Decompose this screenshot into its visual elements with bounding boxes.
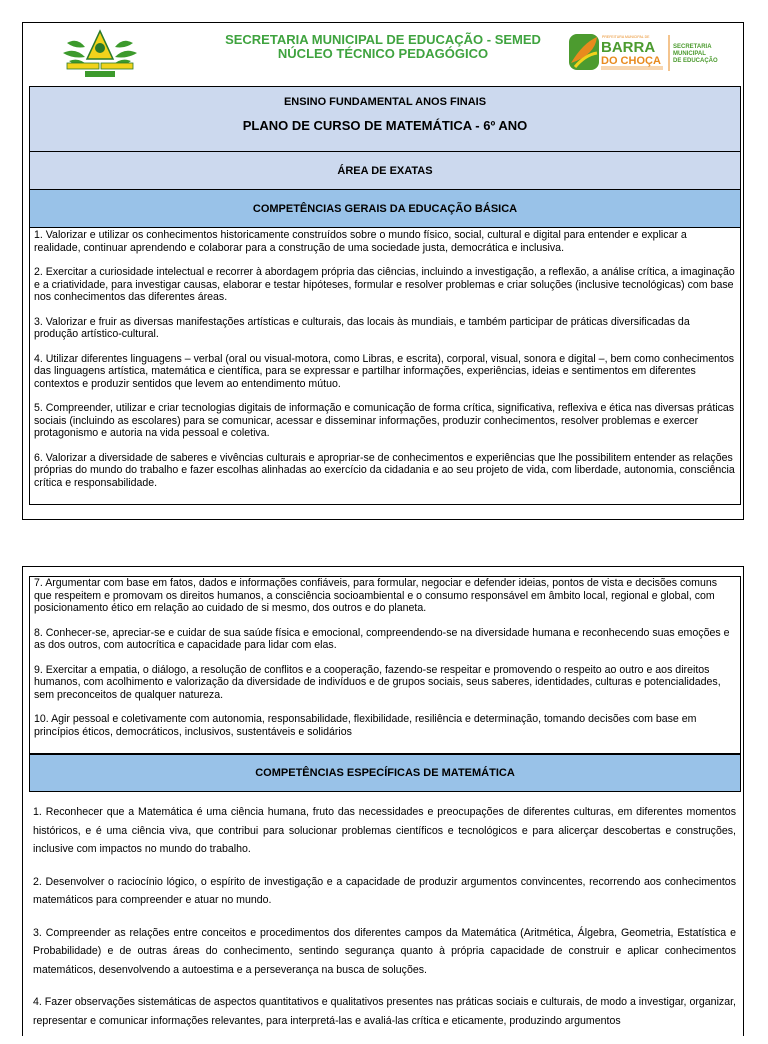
logo-brand-line1: BARRA [601, 39, 656, 56]
secretariat-name: SECRETARIA MUNICIPAL DE EDUCAÇÃO - SEMED [225, 32, 541, 47]
letterhead [23, 23, 743, 87]
document-page-1 [22, 22, 744, 520]
plan-title: PLANO DE CURSO DE MATEMÁTICA - 6º ANO [242, 118, 528, 133]
logo-brand-line2: DO CHOÇA [601, 55, 661, 67]
list-item: 1. Reconhecer que a Matemática é uma ciência humana, fruto das necessidades e preocupações de diferentes culturas, em diferentes momentos históricos, e é uma ciência viva, que contribui para solucionar problemas científicos e tecnológicos e para alicerçar descobertas e construções, inclusive com impactos no mundo do trabalho. [33, 806, 736, 855]
list-item: 6. Valorizar a diversidade de saberes e vivências culturais e apropriar-se de conhecimentos e experiências que lhe possibilitem entender as relações próprias do mundo do trabalho e fazer escolhas alinhadas ao exercício da cidadania e ao seu projeto de vida, com liberdade, autonomia, consciência crítica e responsabilidade. [34, 451, 735, 489]
list-item: 1. Valorizar e utilizar os conhecimentos historicamente construídos sobre o mundo físico, social, cultural e digital para entender e explicar a realidade, continuar aprendendo e colaborar para a construção de uma sociedade justa, democrática e inclusiva. [34, 229, 687, 254]
general-competencies-list [29, 227, 741, 505]
list-item: 8. Conhecer-se, apreciar-se e cuidar de sua saúde física e emocional, compreendendo-se na diversidade humana e reconhecendo suas emoções e as dos outros, com autocrítica e capacidade para lidar com elas. [34, 626, 730, 651]
list-item: 3. Valorizar e fruir as diversas manifestações artísticas e culturais, das locais às mundiais, e também participar de práticas diversificadas da produção artístico-cultural. [34, 315, 690, 340]
list-item: 9. Exercitar a empatia, o diálogo, a resolução de conflitos e a cooperação, fazendo-se respeitar e promovendo o respeito ao outro e aos direitos humanos, com acolhimento e valorização da diversidade de indivíduos e de grupos sociais, seus saberes, identidades, culturas e potencialidades, sem preconceitos de qualquer natureza. [34, 663, 721, 701]
list-item: 4. Fazer observações sistemáticas de aspectos quantitativos e qualitativos presentes nas práticas sociais e culturais, de modo a investigar, organizar, representar e comunicar informações relevantes, para interpretá-las e avaliá-las crítica e eticamente, produzindo argumentos [33, 996, 736, 1027]
specific-competencies-header [29, 754, 741, 792]
list-item: 10. Agir pessoal e coletivamente com autonomia, responsabilidade, flexibilidade, resiliência e determinação, tomando decisões com base em princípios éticos, democráticos, inclusivos, sustentáveis e solidários [34, 713, 697, 738]
general-competencies-list-continued [29, 576, 741, 754]
course-title-box [29, 86, 741, 151]
municipal-coat-of-arms-logo [59, 23, 141, 81]
logo-brand-small: PREFEITURA MUNICIPAL DE [602, 35, 650, 39]
logo-dept-line2: MUNICIPAL [673, 51, 706, 57]
barra-do-choca-logo [569, 33, 729, 73]
logo-dept-line3: DE EDUCAÇÃO [673, 58, 718, 64]
header-title [203, 33, 563, 61]
list-item: 4. Utilizar diferentes linguagens – verbal (oral ou visual-motora, como Libras, e escrita), corporal, visual, sonora e digital –, bem como conhecimentos das linguagens artística, matemática e científica, para se expressar e partilhar informações, experiências, ideias e sentimentos em diferentes contextos e produzir sentidos que levem ao entendimento mútuo. [34, 352, 735, 390]
list-item: 3. Compreender as relações entre conceitos e procedimentos dos diferentes campos da Matemática (Aritmética, Álgebra, Geometria, Estatística e Probabilidade) e de outras áreas do conhecimento, sentindo segurança quanto à própria capacidade de construir e aplicar conhecimentos matemáticos, desenvolvendo a autoestima e a perseverança na busca de soluções. [33, 926, 736, 976]
area-title: ÁREA DE EXATAS [337, 165, 433, 177]
list-item: 2. Exercitar a curiosidade intelectual e recorrer à abordagem própria das ciências, incluindo a investigação, a reflexão, a análise crítica, a imaginação e a criatividade, para investigar causas, elaborar e testar hipóteses, formular e resolver problemas e criar soluções (inclusive tecnológicas) com base nos conhecimentos das diferentes áreas. [34, 266, 735, 303]
plan-header-boxes [29, 86, 741, 505]
nucleus-name: NÚCLEO TÉCNICO PEDAGÓGICO [277, 46, 489, 61]
general-competencies-title: COMPETÊNCIAS GERAIS DA EDUCAÇÃO BÁSICA [252, 203, 518, 215]
specific-competencies-title: COMPETÊNCIAS ESPECÍFICAS DE MATEMÁTICA [255, 767, 515, 779]
area-box [29, 151, 741, 189]
list-item: 5. Compreender, utilizar e criar tecnologias digitais de informação e comunicação de forma crítica, significativa, reflexiva e ética nas diversas práticas sociais (incluindo as escolares) para se comunicar, acessar e disseminar informações, produzir conhecimentos, resolver problemas e exercer protagonismo e autoria na vida pessoal e coletiva. [34, 402, 735, 439]
level-title: ENSINO FUNDAMENTAL ANOS FINAIS [283, 96, 487, 108]
specific-competencies-list [33, 803, 736, 1044]
list-item: 2. Desenvolver o raciocínio lógico, o espírito de investigação e a capacidade de produzir argumentos convincentes, recorrendo aos conhecimentos matemáticos para compreender e atuar no mundo. [33, 875, 736, 906]
list-item: 7. Argumentar com base em fatos, dados e informações confiáveis, para formular, negociar e defender ideias, pontos de vista e decisões comuns que respeitem e promovam os direitos humanos, a consciência socioambiental e o consumo responsável em âmbito local, regional e global, com posicionamento ético em relação ao cuidado de si mesmo, dos outros e do planeta. [34, 577, 718, 614]
document-page-2 [22, 566, 744, 1036]
general-competencies-header [29, 189, 741, 227]
logo-dept-line1: SECRETARIA [673, 44, 712, 50]
